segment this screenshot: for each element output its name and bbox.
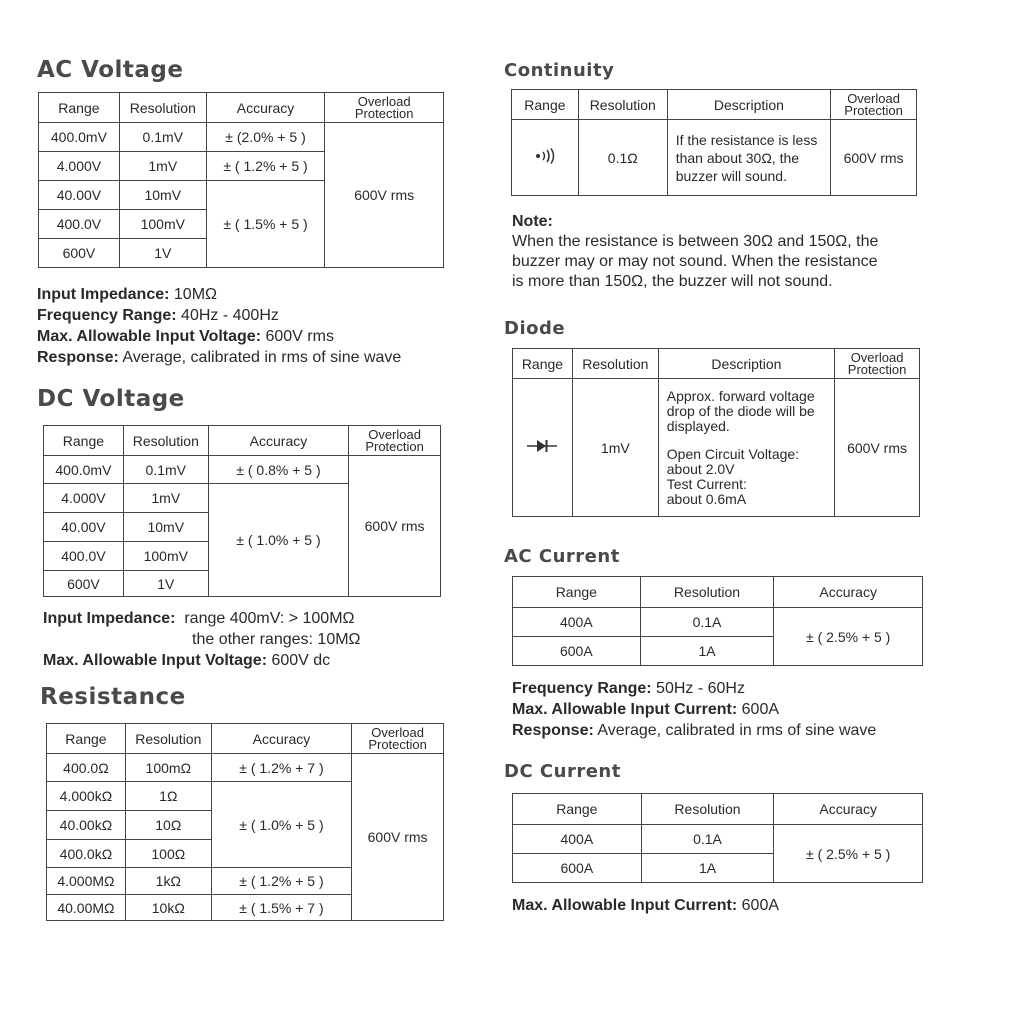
- spec-value: the other ranges: 10MΩ: [192, 631, 361, 648]
- cell-resolution: 1mV: [119, 152, 206, 181]
- cell-accuracy: ± ( 1.0% + 5 ): [208, 484, 348, 597]
- header-resolution: Resolution: [578, 90, 667, 120]
- cell-accuracy: ± ( 1.0% + 5 ): [211, 782, 351, 868]
- spec-label: Response:: [512, 722, 594, 739]
- description-line: displayed.: [666, 417, 730, 434]
- cell-range: 40.00MΩ: [47, 895, 126, 921]
- cell-range: 40.00V: [44, 513, 124, 542]
- cell-accuracy: ± ( 1.2% + 7 ): [211, 754, 351, 782]
- buzzer-icon: [534, 148, 556, 164]
- dc-voltage-title: DC Voltage: [37, 386, 185, 412]
- header-range: Range: [513, 794, 642, 825]
- spec-label: Frequency Range:: [37, 307, 177, 324]
- cell-accuracy: ± (2.0% + 5 ): [206, 123, 325, 152]
- cell-range: 4.000kΩ: [47, 782, 126, 811]
- description-line: about 0.6mA: [666, 490, 747, 507]
- cell-range: 400A: [513, 608, 641, 637]
- continuity-section: [504, 60, 614, 81]
- resistance-section: [40, 684, 186, 710]
- header-accuracy: Accuracy: [208, 426, 348, 456]
- spec-value: Average, calibrated in rms of sine wave: [122, 349, 402, 366]
- cell-range: 600A: [513, 637, 641, 666]
- ac-voltage-title: AC Voltage: [37, 57, 184, 83]
- dc-current-section: [504, 761, 621, 782]
- spec-label: Response:: [37, 349, 119, 366]
- description-line: drop of the diode will be: [666, 402, 815, 419]
- dc-current-specs: [512, 895, 779, 916]
- cell-overload: 600V rms: [831, 120, 917, 196]
- cell-description: [658, 379, 834, 517]
- header-overload: Overload Protection: [349, 426, 441, 456]
- continuity-table: [511, 89, 917, 196]
- resistance-title: Resistance: [40, 684, 186, 710]
- dc-current-title: DC Current: [504, 761, 621, 782]
- spec-label: Max. Allowable Input Voltage:: [37, 328, 262, 345]
- cell-range: 40.00V: [39, 181, 120, 210]
- diode-table: [512, 348, 920, 517]
- cell-accuracy: ± ( 2.5% + 5 ): [774, 825, 923, 883]
- cell-range: 600V: [44, 571, 124, 597]
- cell-range: 600V: [39, 239, 120, 268]
- cell-range: 4.000V: [44, 484, 124, 513]
- description-line: than about 30Ω, the: [675, 149, 800, 166]
- spec-label: Input Impedance:: [37, 286, 170, 303]
- diode-icon: [527, 439, 557, 453]
- note-line: buzzer may or may not sound. When the resistance: [512, 253, 878, 270]
- spec-label: Input Impedance:: [43, 610, 176, 627]
- cell-accuracy: ± ( 1.2% + 5 ): [206, 152, 325, 181]
- header-range: Range: [513, 349, 573, 379]
- cell-resolution: 1A: [640, 637, 774, 666]
- spec-label: Max. Allowable Input Current:: [512, 897, 738, 914]
- cell-resolution: 1A: [641, 854, 774, 883]
- ac-voltage-table: [38, 92, 444, 268]
- spec-value: 40Hz - 400Hz: [181, 307, 279, 324]
- cell-range: 400A: [513, 825, 642, 854]
- note-line: is more than 150Ω, the buzzer will not sound.: [512, 273, 833, 290]
- spec-value: 50Hz - 60Hz: [656, 680, 745, 697]
- cell-range: 400.0mV: [39, 123, 120, 152]
- dc-voltage-table: [43, 425, 441, 597]
- cell-range: 400.0V: [44, 542, 124, 571]
- ac-current-specs: [512, 678, 876, 741]
- cell-resolution: 10mV: [119, 181, 206, 210]
- spec-value: 10MΩ: [173, 286, 217, 303]
- cell-description: [667, 120, 830, 196]
- header-resolution: Resolution: [123, 426, 208, 456]
- ac-current-section: [504, 546, 620, 567]
- cell-resolution: 0.1A: [641, 825, 774, 854]
- header-resolution: Resolution: [119, 93, 206, 123]
- header-description: Description: [667, 90, 830, 120]
- header-description: Description: [658, 349, 834, 379]
- cell-range: 400.0Ω: [47, 754, 126, 782]
- description-line: Open Circuit Voltage:: [666, 445, 800, 462]
- header-range: Range: [44, 426, 124, 456]
- header-accuracy: Accuracy: [774, 794, 923, 825]
- description-line: buzzer will sound.: [675, 167, 787, 184]
- diode-section: [504, 318, 565, 339]
- cell-range: 400.0V: [39, 210, 120, 239]
- dc-voltage-specs: [43, 608, 361, 671]
- cell-range: 400.0mV: [44, 456, 124, 484]
- dc-current-table: [512, 793, 923, 883]
- cell-overload: 600V rms: [835, 379, 920, 517]
- spec-label: Max. Allowable Input Voltage:: [43, 652, 268, 669]
- spec-value: 600A: [741, 897, 780, 914]
- description-line: Test Current:: [666, 475, 747, 492]
- cell-resolution: 1Ω: [125, 782, 211, 811]
- cell-resolution: 0.1mV: [119, 123, 206, 152]
- spec-value: Average, calibrated in rms of sine wave: [597, 722, 877, 739]
- cell-range: 4.000MΩ: [47, 868, 126, 895]
- header-resolution: Resolution: [572, 349, 658, 379]
- spec-label: Frequency Range:: [512, 680, 652, 697]
- cell-resolution: 1mV: [123, 484, 208, 513]
- cell-range: 4.000V: [39, 152, 120, 181]
- cell-accuracy: ± ( 1.2% + 5 ): [211, 868, 351, 895]
- cell-range: [513, 379, 573, 517]
- description-line: Approx. forward voltage: [666, 387, 815, 404]
- diode-title: Diode: [504, 318, 566, 339]
- header-range: Range: [512, 90, 579, 120]
- cell-resolution: 0.1A: [640, 608, 774, 637]
- header-accuracy: Accuracy: [206, 93, 325, 123]
- ac-voltage-specs: [37, 284, 401, 368]
- cell-accuracy: ± ( 0.8% + 5 ): [208, 456, 348, 484]
- spec-value: 600A: [741, 701, 780, 718]
- cell-overload: 600V rms: [352, 754, 444, 921]
- cell-resolution: 1V: [123, 571, 208, 597]
- ac-current-title: AC Current: [504, 546, 620, 567]
- header-accuracy: Accuracy: [211, 724, 351, 754]
- header-overload: Overload Protection: [325, 93, 444, 123]
- cell-resolution: 1kΩ: [125, 868, 211, 895]
- cell-resolution: 10kΩ: [125, 895, 211, 921]
- cell-range: 600A: [513, 854, 642, 883]
- header-resolution: Resolution: [640, 577, 774, 608]
- header-accuracy: Accuracy: [774, 577, 923, 608]
- cell-resolution: 100mΩ: [125, 754, 211, 782]
- continuity-note: [512, 212, 878, 292]
- cell-resolution: 1mV: [572, 379, 658, 517]
- cell-range: 40.00kΩ: [47, 811, 126, 840]
- dc-voltage-section: [37, 386, 185, 412]
- header-overload: Overload Protection: [831, 90, 917, 120]
- resistance-table: [46, 723, 444, 921]
- cell-accuracy: ± ( 1.5% + 7 ): [211, 895, 351, 921]
- description-line: about 2.0V: [666, 460, 735, 477]
- cell-accuracy: ± ( 1.5% + 5 ): [206, 181, 325, 268]
- note-title: Note:: [512, 213, 553, 230]
- cell-resolution: 10mV: [123, 513, 208, 542]
- ac-current-table: [512, 576, 923, 666]
- cell-resolution: 10Ω: [125, 811, 211, 840]
- spec-value: 600V dc: [271, 652, 331, 669]
- cell-resolution: 100mV: [123, 542, 208, 571]
- cell-accuracy: ± ( 2.5% + 5 ): [774, 608, 923, 666]
- description-line: If the resistance is less: [675, 131, 818, 148]
- cell-resolution: 0.1Ω: [578, 120, 667, 196]
- spec-label: Max. Allowable Input Current:: [512, 701, 738, 718]
- spec-value: range 400mV: > 100MΩ: [184, 610, 355, 627]
- header-range: Range: [513, 577, 641, 608]
- cell-resolution: 100Ω: [125, 840, 211, 868]
- header-range: Range: [39, 93, 120, 123]
- cell-resolution: 100mV: [119, 210, 206, 239]
- header-resolution: Resolution: [125, 724, 211, 754]
- cell-range: [512, 120, 579, 196]
- header-overload: Overload Protection: [352, 724, 444, 754]
- cell-overload: 600V rms: [325, 123, 444, 268]
- cell-range: 400.0kΩ: [47, 840, 126, 868]
- continuity-title: Continuity: [504, 60, 615, 81]
- spec-value: 600V rms: [265, 328, 334, 345]
- cell-resolution: 1V: [119, 239, 206, 268]
- ac-voltage-section: [37, 57, 184, 83]
- header-range: Range: [47, 724, 126, 754]
- note-line: When the resistance is between 30Ω and 150Ω, the: [512, 233, 879, 250]
- cell-resolution: 0.1mV: [123, 456, 208, 484]
- cell-overload: 600V rms: [349, 456, 441, 597]
- header-resolution: Resolution: [641, 794, 774, 825]
- header-overload: Overload Protection: [835, 349, 920, 379]
